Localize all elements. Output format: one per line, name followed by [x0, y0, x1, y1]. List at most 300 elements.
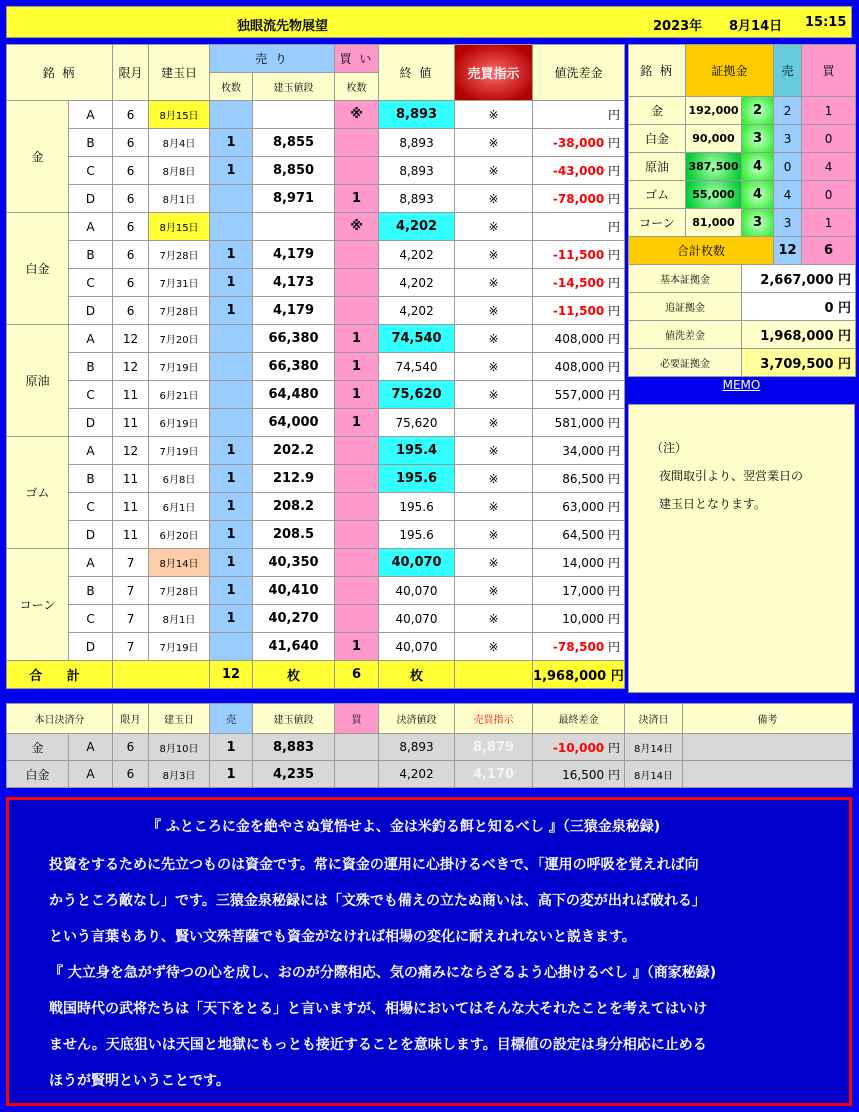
entry-price: 8,971 [253, 185, 335, 213]
header-nearai: 値洗差金 [533, 45, 625, 101]
entry-price: 40,350 [253, 549, 335, 577]
total-sell-count: 12 [210, 661, 253, 689]
position-date: 7月28日 [149, 241, 210, 269]
buy-lots [335, 241, 379, 269]
trade-signal: ※ [455, 185, 533, 213]
commodity-name: 白金 [7, 213, 69, 325]
position-date: 7月19日 [149, 353, 210, 381]
buy-lots [335, 297, 379, 325]
position-month: 11 [113, 381, 149, 409]
summary-row [629, 349, 856, 377]
settle-close-date: 8月14日 [625, 761, 683, 788]
settle-header-baibai: 売買指示 [455, 704, 533, 734]
settle-sell: 1 [210, 734, 253, 761]
settlement-row [7, 761, 853, 788]
position-date: 6月21日 [149, 381, 210, 409]
position-row [7, 409, 625, 437]
settle-header-label: 本日決済分 [7, 704, 113, 734]
margin-buy: 1 [802, 209, 856, 237]
buy-lots [335, 521, 379, 549]
trade-signal: ※ [455, 353, 533, 381]
settle-date: 8月10日 [149, 734, 210, 761]
sell-lots: 1 [210, 521, 253, 549]
pnl-value: 557,000 円 [533, 381, 625, 409]
position-month: 11 [113, 493, 149, 521]
position-row [7, 437, 625, 465]
pnl-value: 408,000 円 [533, 353, 625, 381]
entry-price: 40,270 [253, 605, 335, 633]
position-month: 6 [113, 269, 149, 297]
entry-price [253, 101, 335, 129]
margin-lots: 3 [742, 125, 774, 153]
summary-row [629, 321, 856, 349]
close-price: 4,202 [379, 213, 455, 241]
position-key: C [69, 605, 113, 633]
settle-commodity: 白金 [7, 761, 69, 788]
margin-amount: 192,000 [686, 97, 742, 125]
margin-row [629, 125, 856, 153]
total-amount: 1,968,000 円 [533, 661, 625, 689]
header-maisu-buy: 枚数 [335, 73, 379, 101]
buy-lots: 1 [335, 633, 379, 661]
position-key: A [69, 549, 113, 577]
settle-month: 6 [113, 734, 149, 761]
position-key: A [69, 101, 113, 129]
close-price: 40,070 [379, 605, 455, 633]
entry-price: 8,855 [253, 129, 335, 157]
position-month: 7 [113, 605, 149, 633]
pnl-value: -78,000 円 [533, 185, 625, 213]
sell-lots [210, 213, 253, 241]
pnl-value: 14,000 円 [533, 549, 625, 577]
close-price: 74,540 [379, 353, 455, 381]
sell-lots: 1 [210, 577, 253, 605]
quote-line-8: ほうが賢明ということです。 [49, 1073, 230, 1089]
sell-lots: 1 [210, 549, 253, 577]
position-row [7, 633, 625, 661]
entry-price: 4,173 [253, 269, 335, 297]
settle-signal: 4,170 [455, 761, 533, 788]
close-price: 40,070 [379, 633, 455, 661]
position-row [7, 465, 625, 493]
margin-sell: 4 [774, 181, 802, 209]
buy-lots: ※ [335, 213, 379, 241]
entry-price: 66,380 [253, 325, 335, 353]
position-month: 11 [113, 409, 149, 437]
position-month: 6 [113, 101, 149, 129]
margin-amount: 90,000 [686, 125, 742, 153]
settle-commodity: 金 [7, 734, 69, 761]
settlement-table [6, 703, 853, 788]
pnl-value: 86,500 円 [533, 465, 625, 493]
position-key: D [69, 409, 113, 437]
settle-sell: 1 [210, 761, 253, 788]
trade-signal: ※ [455, 465, 533, 493]
sell-lots: 1 [210, 129, 253, 157]
margin-amount: 81,000 [686, 209, 742, 237]
settle-price: 4,202 [379, 761, 455, 788]
total-buy-count: 6 [335, 661, 379, 689]
commodity-name: 金 [7, 101, 69, 213]
sell-lots [210, 633, 253, 661]
summary-label: 値洗差金 [629, 321, 742, 349]
close-price: 195.6 [379, 521, 455, 549]
sell-lots: 1 [210, 493, 253, 521]
trade-signal: ※ [455, 437, 533, 465]
margin-lots: 4 [742, 181, 774, 209]
close-price: 4,202 [379, 269, 455, 297]
sell-lots: 1 [210, 605, 253, 633]
total-label: 合 計 [7, 661, 113, 689]
pnl-value: 64,500 円 [533, 521, 625, 549]
position-row [7, 129, 625, 157]
position-key: B [69, 241, 113, 269]
summary-value: 0 円 [742, 293, 856, 321]
header-maisu-sell: 枚数 [210, 73, 253, 101]
position-date: 7月28日 [149, 577, 210, 605]
position-key: D [69, 633, 113, 661]
header-tateneda: 建玉値段 [253, 73, 335, 101]
position-key: D [69, 297, 113, 325]
position-row [7, 241, 625, 269]
buy-lots [335, 269, 379, 297]
buy-lots [335, 493, 379, 521]
memo-panel [628, 404, 855, 693]
margin-amount: 387,500 [686, 153, 742, 181]
position-month: 6 [113, 185, 149, 213]
memo-line-2: 夜間取引より、翌営業日の [659, 469, 804, 483]
margin-sell: 0 [774, 153, 802, 181]
close-price: 195.6 [379, 465, 455, 493]
pnl-value: -38,000 円 [533, 129, 625, 157]
position-row [7, 269, 625, 297]
position-date: 8月15日 [149, 101, 210, 129]
position-row [7, 157, 625, 185]
position-key: B [69, 465, 113, 493]
position-date: 6月19日 [149, 409, 210, 437]
settle-header-tateneda: 建玉値段 [253, 704, 335, 734]
summary-row [629, 265, 856, 293]
pnl-value: 34,000 円 [533, 437, 625, 465]
position-row [7, 549, 625, 577]
trade-signal: ※ [455, 633, 533, 661]
trade-signal: ※ [455, 269, 533, 297]
trade-signal: ※ [455, 325, 533, 353]
settle-pnl: -10,000 円 [533, 734, 625, 761]
position-month: 6 [113, 213, 149, 241]
trade-signal: ※ [455, 577, 533, 605]
position-row [7, 213, 625, 241]
settle-note [683, 734, 853, 761]
settle-date: 8月3日 [149, 761, 210, 788]
position-key: D [69, 185, 113, 213]
summary-row [629, 293, 856, 321]
position-date: 8月1日 [149, 605, 210, 633]
position-row [7, 577, 625, 605]
settle-header-tategyokubi: 建玉日 [149, 704, 210, 734]
buy-lots [335, 605, 379, 633]
position-month: 12 [113, 325, 149, 353]
total-sell-unit: 枚 [253, 661, 335, 689]
page-title: 独眼流先物展望 [237, 19, 329, 34]
total-buy-unit: 枚 [379, 661, 455, 689]
entry-price: 64,000 [253, 409, 335, 437]
margin-sell: 3 [774, 209, 802, 237]
settle-pnl: 16,500 円 [533, 761, 625, 788]
position-month: 12 [113, 437, 149, 465]
trade-signal: ※ [455, 129, 533, 157]
margin-row [629, 209, 856, 237]
trade-signal: ※ [455, 101, 533, 129]
position-row [7, 493, 625, 521]
sell-lots: 1 [210, 157, 253, 185]
header-kai: 買 い [335, 45, 379, 73]
settle-header-kessaibi: 決済日 [625, 704, 683, 734]
pnl-value: 581,000 円 [533, 409, 625, 437]
position-key: A [69, 325, 113, 353]
position-date: 7月19日 [149, 437, 210, 465]
position-key: C [69, 269, 113, 297]
buy-lots [335, 549, 379, 577]
trade-signal: ※ [455, 241, 533, 269]
close-price: 195.4 [379, 437, 455, 465]
position-date: 6月8日 [149, 465, 210, 493]
sell-lots [210, 353, 253, 381]
buy-lots: 1 [335, 185, 379, 213]
sell-lots [210, 185, 253, 213]
close-price: 75,620 [379, 381, 455, 409]
sell-lots [210, 381, 253, 409]
settle-buy [335, 734, 379, 761]
side-total-sell: 12 [774, 237, 802, 265]
pnl-value: 円 [533, 101, 625, 129]
sell-lots: 1 [210, 241, 253, 269]
position-date: 8月15日 [149, 213, 210, 241]
header-gengetsu: 限月 [113, 45, 149, 101]
margin-buy: 0 [802, 125, 856, 153]
settle-buy [335, 761, 379, 788]
close-price: 4,202 [379, 297, 455, 325]
margin-lots: 3 [742, 209, 774, 237]
header-tategyokubi: 建玉日 [149, 45, 210, 101]
position-row [7, 185, 625, 213]
margin-buy: 0 [802, 181, 856, 209]
margin-row [629, 97, 856, 125]
entry-price: 208.5 [253, 521, 335, 549]
margin-amount: 55,000 [686, 181, 742, 209]
settle-header-uri: 売 [210, 704, 253, 734]
position-month: 12 [113, 353, 149, 381]
quote-line-4: という言葉もあり、賢い文殊菩薩でも資金がなければ相場の変化に耐えれれないと説きます。 [49, 929, 636, 945]
quote-line-1: 『 ふところに金を絶やさぬ覚悟せよ、金は米釣る餌と知るべし 』（三猿金泉秘録) [147, 819, 661, 835]
pnl-value: 円 [533, 213, 625, 241]
sell-lots [210, 325, 253, 353]
close-price: 74,540 [379, 325, 455, 353]
position-date: 7月19日 [149, 633, 210, 661]
settle-header-biko: 備考 [683, 704, 853, 734]
position-date: 6月1日 [149, 493, 210, 521]
settle-entry: 4,235 [253, 761, 335, 788]
settle-entry: 8,883 [253, 734, 335, 761]
settlement-row [7, 734, 853, 761]
memo-link[interactable]: MEMO [722, 378, 761, 392]
close-price: 75,620 [379, 409, 455, 437]
side-total-buy: 6 [802, 237, 856, 265]
close-price: 40,070 [379, 577, 455, 605]
position-month: 6 [113, 241, 149, 269]
margin-commodity: 金 [629, 97, 686, 125]
trade-signal: ※ [455, 549, 533, 577]
pnl-value: -11,500 円 [533, 241, 625, 269]
position-month: 6 [113, 297, 149, 325]
position-key: B [69, 129, 113, 157]
buy-lots: 1 [335, 325, 379, 353]
margin-lots: 2 [742, 97, 774, 125]
settle-key: A [69, 734, 113, 761]
close-price: 8,893 [379, 129, 455, 157]
settle-header-gengetsu: 限月 [113, 704, 149, 734]
close-price: 8,893 [379, 101, 455, 129]
position-key: C [69, 493, 113, 521]
commodity-name: 原油 [7, 325, 69, 437]
position-key: A [69, 437, 113, 465]
position-key: D [69, 521, 113, 549]
trade-signal: ※ [455, 409, 533, 437]
settle-key: A [69, 761, 113, 788]
header-baibai: 売買指示 [455, 45, 533, 101]
trade-signal: ※ [455, 521, 533, 549]
position-row [7, 297, 625, 325]
header-uri: 売 り [210, 45, 335, 73]
side-header-shokokin: 証拠金 [686, 45, 774, 97]
position-month: 7 [113, 633, 149, 661]
position-key: A [69, 213, 113, 241]
summary-label: 必要証拠金 [629, 349, 742, 377]
position-key: B [69, 577, 113, 605]
position-row [7, 353, 625, 381]
side-total-label: 合計枚数 [629, 237, 774, 265]
header-meigara: 銘 柄 [7, 45, 113, 101]
position-row [7, 381, 625, 409]
sell-lots: 1 [210, 465, 253, 493]
margin-sell: 3 [774, 125, 802, 153]
header-date: 8月14日 [729, 19, 783, 34]
entry-price: 4,179 [253, 241, 335, 269]
sell-lots: 1 [210, 437, 253, 465]
margin-commodity: ゴム [629, 181, 686, 209]
summary-value: 1,968,000 円 [742, 321, 856, 349]
margin-row [629, 181, 856, 209]
pnl-value: 10,000 円 [533, 605, 625, 633]
position-row [7, 101, 625, 129]
entry-price: 66,380 [253, 353, 335, 381]
settle-header-saishu: 最終差金 [533, 704, 625, 734]
trade-signal: ※ [455, 297, 533, 325]
margin-commodity: 白金 [629, 125, 686, 153]
summary-value: 3,709,500 円 [742, 349, 856, 377]
settle-close-date: 8月14日 [625, 734, 683, 761]
position-row [7, 521, 625, 549]
buy-lots: 1 [335, 381, 379, 409]
position-key: C [69, 157, 113, 185]
quote-line-7: ません。天底狙いは天国と地獄にもっとも接近することを意味します。目標値の設定は身分相応に止める [49, 1037, 707, 1053]
close-price: 40,070 [379, 549, 455, 577]
sell-lots [210, 101, 253, 129]
buy-lots: 1 [335, 353, 379, 381]
position-date: 7月28日 [149, 297, 210, 325]
buy-lots [335, 465, 379, 493]
entry-price: 40,410 [253, 577, 335, 605]
commodity-name: ゴム [7, 437, 69, 549]
positions-table [6, 44, 625, 689]
memo-line-3: 建玉日となります。 [659, 497, 767, 511]
position-month: 11 [113, 465, 149, 493]
position-date: 8月14日 [149, 549, 210, 577]
entry-price: 41,640 [253, 633, 335, 661]
position-date: 7月31日 [149, 269, 210, 297]
sell-lots: 1 [210, 297, 253, 325]
header-time: 15:15 [805, 15, 847, 30]
entry-price: 202.2 [253, 437, 335, 465]
entry-price: 212.9 [253, 465, 335, 493]
summary-label: 追証拠金 [629, 293, 742, 321]
pnl-value: 17,000 円 [533, 577, 625, 605]
quote-panel [6, 797, 852, 1106]
quote-line-3: かうところ敵なし」です。三猿金泉秘録には「文殊でも備えの立たぬ商いは、高下の変が出れば破れる」 [49, 893, 706, 909]
entry-price: 8,850 [253, 157, 335, 185]
commodity-name: コーン [7, 549, 69, 661]
pnl-value: -43,000 円 [533, 157, 625, 185]
position-month: 7 [113, 549, 149, 577]
position-month: 6 [113, 129, 149, 157]
settle-note [683, 761, 853, 788]
close-price: 8,893 [379, 157, 455, 185]
margin-buy: 1 [802, 97, 856, 125]
margin-buy: 4 [802, 153, 856, 181]
settle-signal: 8,879 [455, 734, 533, 761]
side-header-uri: 売 [774, 45, 802, 97]
margin-table [628, 44, 856, 377]
settle-header-kessai: 決済値段 [379, 704, 455, 734]
buy-lots [335, 437, 379, 465]
summary-value: 2,667,000 円 [742, 265, 856, 293]
margin-row [629, 153, 856, 181]
quote-line-5: 『 大立身を急がず待つの心を成し、おのが分際相応、気の痛みにならざるよう心掛けるべし 』（商家秘録) [49, 965, 717, 981]
trade-signal: ※ [455, 213, 533, 241]
pnl-value: -14,500 円 [533, 269, 625, 297]
margin-lots: 4 [742, 153, 774, 181]
buy-lots: 1 [335, 409, 379, 437]
pnl-value: 408,000 円 [533, 325, 625, 353]
buy-lots [335, 129, 379, 157]
buy-lots [335, 157, 379, 185]
sell-lots [210, 409, 253, 437]
header-year: 2023年 [653, 19, 703, 34]
close-price: 4,202 [379, 241, 455, 269]
quote-line-2: 投資をするために先立つものは資金です。常に資金の運用に心掛けるべきで、「運用の呼吸を覚えれば向 [49, 857, 699, 873]
memo-title[interactable] [628, 378, 855, 402]
trade-signal: ※ [455, 493, 533, 521]
quote-line-6: 戦国時代の武将たちは「天下をとる」と言いますが、相場においてはそんな大それたことを考えてはいけ [49, 1001, 707, 1017]
header-owarine: 終 値 [379, 45, 455, 101]
entry-price: 64,480 [253, 381, 335, 409]
position-date: 8月1日 [149, 185, 210, 213]
pnl-value: 63,000 円 [533, 493, 625, 521]
entry-price [253, 213, 335, 241]
position-key: C [69, 381, 113, 409]
position-key: B [69, 353, 113, 381]
pnl-value: -11,500 円 [533, 297, 625, 325]
